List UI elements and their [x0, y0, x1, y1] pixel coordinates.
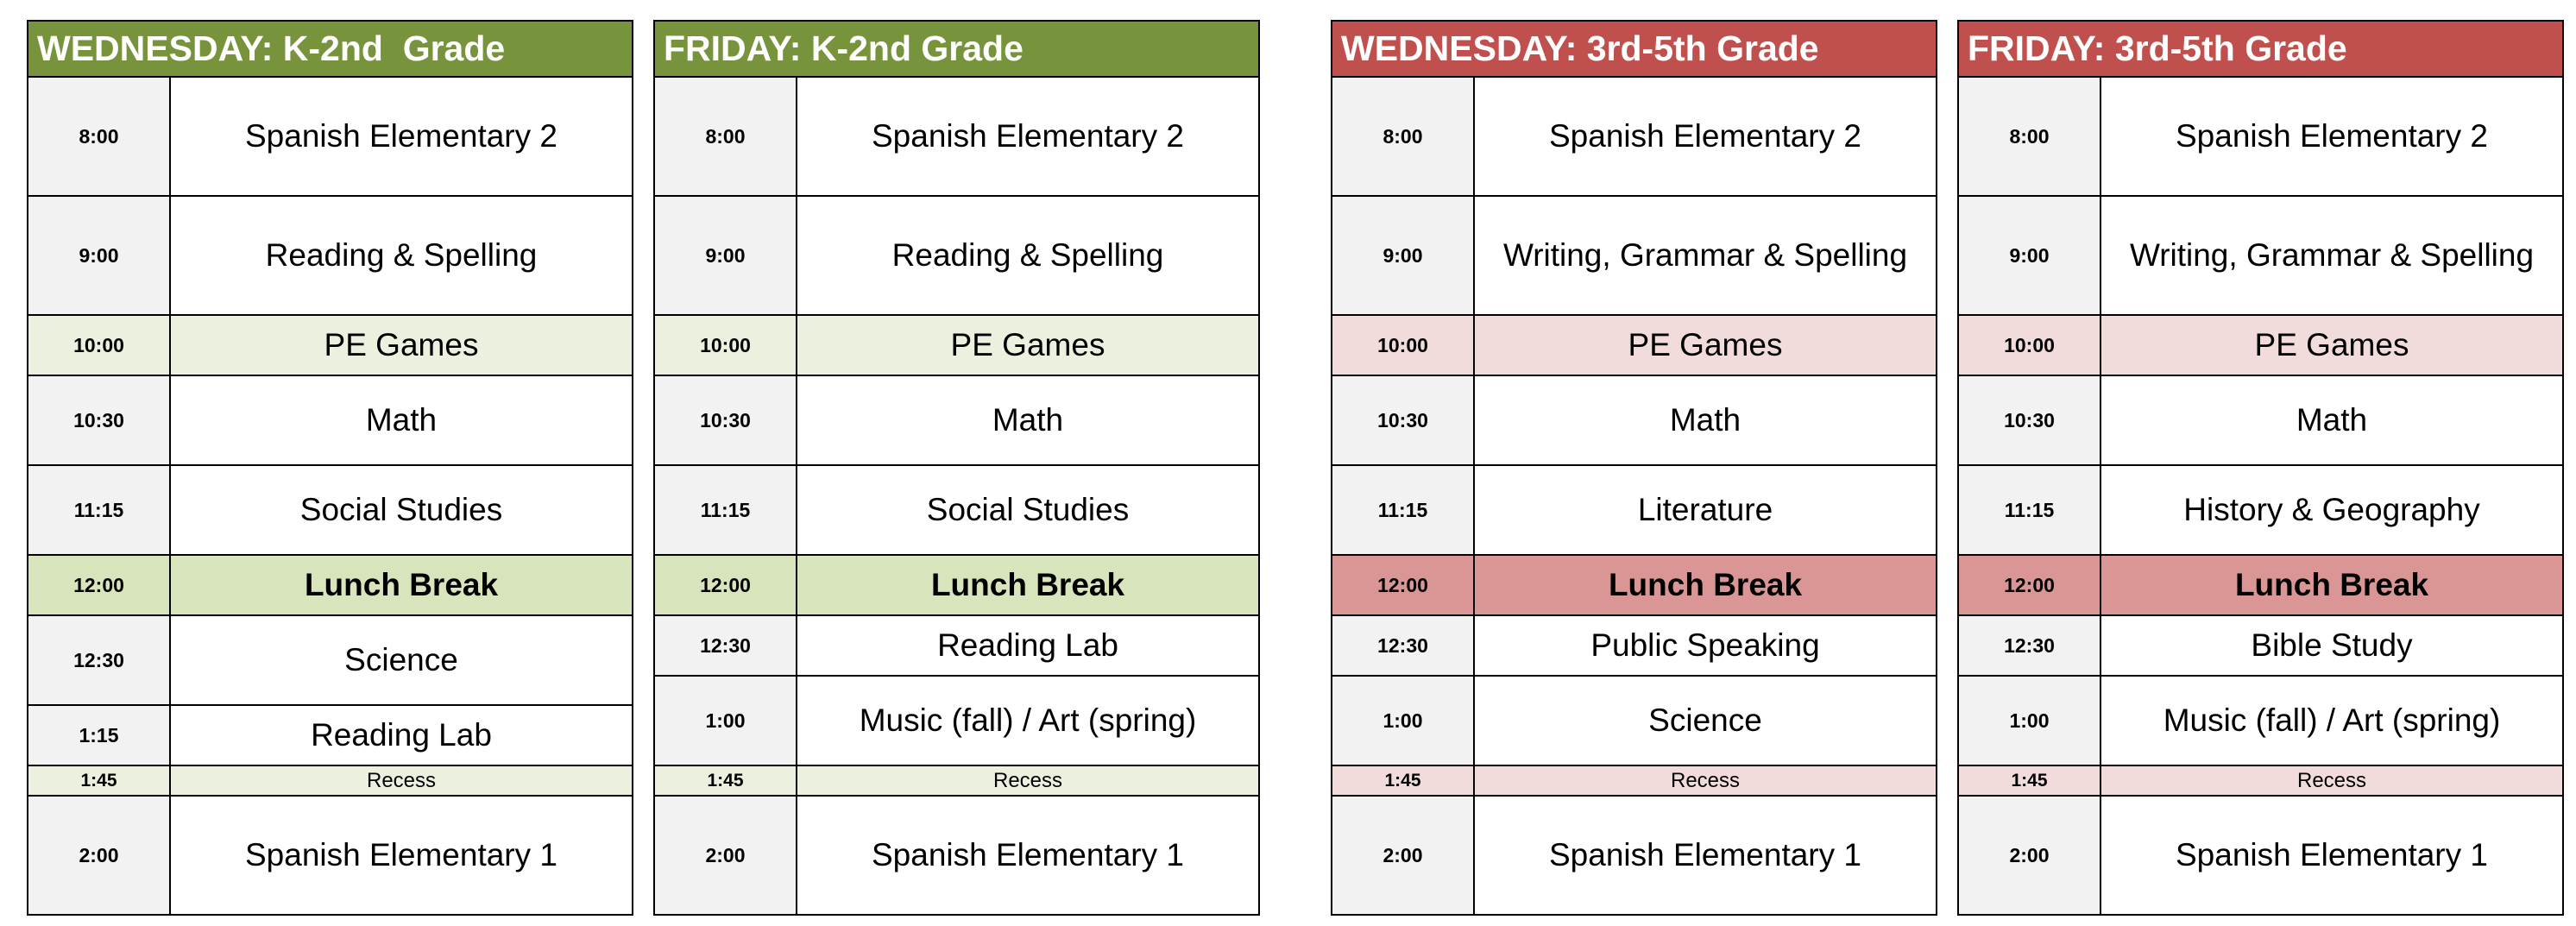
subject-cell: PE Games — [171, 316, 632, 375]
time-cell: 12:30 — [1959, 616, 2101, 675]
schedule-row — [1332, 197, 1936, 316]
time-cell: 10:00 — [1332, 316, 1475, 375]
schedule-row — [28, 797, 632, 916]
subject-cell: Social Studies — [926, 492, 1130, 527]
schedule-row — [28, 197, 632, 316]
time-cell: 12:00 — [1332, 556, 1475, 614]
time-cell: 11:15 — [655, 466, 797, 554]
subject-cell: Lunch Break — [797, 556, 1258, 614]
subject-cell: Reading & Spelling — [265, 237, 538, 273]
schedule-row — [1332, 616, 1936, 677]
subject-cell: PE Games — [2101, 316, 2562, 375]
time-cell: 12:30 — [28, 616, 171, 704]
subject-cell: PE Games — [1475, 316, 1936, 375]
schedule-row — [655, 376, 1258, 466]
time-cell: 10:30 — [28, 376, 171, 464]
schedule-row — [1959, 616, 2562, 677]
schedule-row — [655, 466, 1258, 556]
schedule-rows — [1331, 78, 1937, 916]
schedule-row — [655, 766, 1258, 797]
schedule-row — [1959, 466, 2562, 556]
subject-cell: Spanish Elementary 1 — [245, 837, 557, 872]
time-cell: 2:00 — [1959, 797, 2101, 914]
schedule-row — [1959, 78, 2562, 197]
subject-cell: Public Speaking — [1590, 627, 1820, 663]
time-cell: 1:00 — [1332, 677, 1475, 765]
schedule-row — [1332, 78, 1936, 197]
time-cell: 12:30 — [655, 616, 797, 675]
schedule-row — [1959, 677, 2562, 766]
time-cell: 9:00 — [1959, 197, 2101, 314]
schedule-title: WEDNESDAY: K-2nd Grade — [27, 20, 633, 78]
time-cell: 2:00 — [28, 797, 171, 914]
time-cell: 2:00 — [1332, 797, 1475, 914]
subject-cell: Spanish Elementary 2 — [2176, 118, 2488, 154]
schedule-row — [1332, 316, 1936, 376]
subject-cell: PE Games — [797, 316, 1258, 375]
time-cell: 9:00 — [655, 197, 797, 314]
schedule-row — [28, 376, 632, 466]
time-cell: 1:45 — [655, 766, 797, 795]
schedule-title: FRIDAY: K-2nd Grade — [653, 20, 1260, 78]
time-cell: 1:15 — [28, 706, 171, 765]
subject-cell: Music (fall) / Art (spring) — [2163, 702, 2501, 738]
time-cell: 10:00 — [1959, 316, 2101, 375]
schedule-row — [1332, 797, 1936, 916]
subject-cell: Literature — [1637, 492, 1773, 527]
time-cell: 11:15 — [1332, 466, 1475, 554]
time-cell: 12:00 — [1959, 556, 2101, 614]
schedule-row — [1332, 677, 1936, 766]
schedule-rows — [27, 78, 633, 916]
schedule-title: WEDNESDAY: 3rd-5th Grade — [1331, 20, 1937, 78]
subject-cell: Recess — [797, 766, 1258, 795]
schedule-row — [28, 78, 632, 197]
subject-cell: Spanish Elementary 1 — [1549, 837, 1861, 872]
subject-cell: Recess — [2101, 766, 2562, 795]
schedule-row — [1959, 316, 2562, 376]
schedule-row — [28, 706, 632, 766]
schedule-row — [655, 797, 1258, 916]
schedule-row — [28, 616, 632, 706]
time-cell: 11:15 — [28, 466, 171, 554]
schedule-friday-3-5 — [1957, 20, 2564, 916]
time-cell: 12:00 — [655, 556, 797, 614]
subject-cell: Reading & Spelling — [891, 237, 1164, 273]
schedule-row — [1959, 197, 2562, 316]
schedule-row — [655, 197, 1258, 316]
time-cell: 9:00 — [28, 197, 171, 314]
schedule-row — [28, 466, 632, 556]
time-cell: 12:30 — [1332, 616, 1475, 675]
subject-cell: Spanish Elementary 1 — [2176, 837, 2488, 872]
schedule-row — [1332, 766, 1936, 797]
schedule-row — [655, 616, 1258, 677]
time-cell: 1:00 — [655, 677, 797, 765]
subject-cell: History & Geography — [2183, 492, 2480, 527]
time-cell: 1:45 — [28, 766, 171, 795]
subject-cell: Reading Lab — [937, 627, 1118, 663]
schedule-wednesday-k2 — [27, 20, 633, 916]
time-cell: 8:00 — [655, 78, 797, 195]
subject-cell: Spanish Elementary 2 — [1549, 118, 1861, 154]
subject-cell: Math — [1669, 402, 1741, 438]
time-cell: 9:00 — [1332, 197, 1475, 314]
subject-cell: Reading Lab — [311, 717, 492, 753]
time-cell: 8:00 — [1959, 78, 2101, 195]
time-cell: 10:00 — [655, 316, 797, 375]
schedule-rows — [653, 78, 1260, 916]
time-cell: 8:00 — [1332, 78, 1475, 195]
subject-cell: Lunch Break — [2101, 556, 2562, 614]
schedule-row — [1959, 376, 2562, 466]
time-cell: 2:00 — [655, 797, 797, 914]
time-cell: 1:45 — [1959, 766, 2101, 795]
schedule-friday-k2 — [653, 20, 1260, 916]
subject-cell: Lunch Break — [171, 556, 632, 614]
subject-cell: Social Studies — [299, 492, 503, 527]
schedule-row — [655, 677, 1258, 766]
subject-cell: Math — [2296, 402, 2368, 438]
time-cell: 10:30 — [1332, 376, 1475, 464]
schedule-wednesday-3-5 — [1331, 20, 1937, 916]
time-cell: 12:00 — [28, 556, 171, 614]
schedule-row — [1959, 556, 2562, 616]
time-cell: 1:00 — [1959, 677, 2101, 765]
schedule-row — [1332, 556, 1936, 616]
time-cell: 10:00 — [28, 316, 171, 375]
subject-cell: Math — [992, 402, 1064, 438]
time-cell: 1:45 — [1332, 766, 1475, 795]
subject-cell: Bible Study — [2251, 627, 2413, 663]
schedule-row — [1959, 766, 2562, 797]
subject-cell: Recess — [171, 766, 632, 795]
subject-cell: Spanish Elementary 2 — [245, 118, 557, 154]
subject-cell: Math — [365, 402, 438, 438]
subject-cell: Writing, Grammar & Spelling — [2129, 237, 2535, 273]
time-cell: 11:15 — [1959, 466, 2101, 554]
subject-cell: Recess — [1475, 766, 1936, 795]
subject-cell: Science — [344, 642, 458, 677]
subject-cell: Spanish Elementary 1 — [872, 837, 1184, 872]
schedule-row — [28, 766, 632, 797]
schedule-title: FRIDAY: 3rd-5th Grade — [1957, 20, 2564, 78]
schedule-rows — [1957, 78, 2564, 916]
schedule-row — [28, 556, 632, 616]
schedule-row — [1332, 376, 1936, 466]
schedule-row — [1332, 466, 1936, 556]
time-cell: 10:30 — [655, 376, 797, 464]
schedule-row — [1959, 797, 2562, 916]
schedule-row — [655, 78, 1258, 197]
subject-cell: Lunch Break — [1475, 556, 1936, 614]
schedule-row — [28, 316, 632, 376]
subject-cell: Spanish Elementary 2 — [872, 118, 1184, 154]
subject-cell: Science — [1648, 702, 1762, 738]
subject-cell: Writing, Grammar & Spelling — [1502, 237, 1908, 273]
subject-cell: Music (fall) / Art (spring) — [859, 702, 1197, 738]
schedule-row — [655, 316, 1258, 376]
time-cell: 10:30 — [1959, 376, 2101, 464]
schedule-row — [655, 556, 1258, 616]
time-cell: 8:00 — [28, 78, 171, 195]
